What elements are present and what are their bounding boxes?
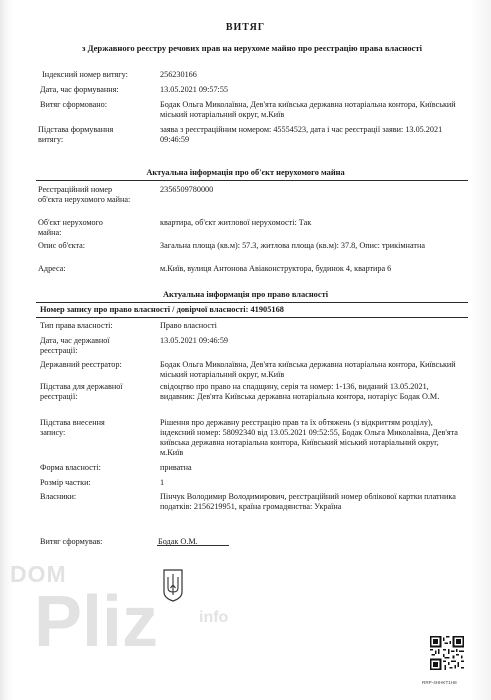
ownership-value: свідоцтво про право на спадщину, серія та номер: 1-136, виданий 13.05.2021, видавник: Дев'ята Київська державна нотаріальна контора, нотаріус Бодак О.М. <box>160 382 440 401</box>
qr-code-icon <box>430 636 464 670</box>
watermark-text: Pliz <box>34 582 159 662</box>
ownership-value: Право власності <box>160 321 217 330</box>
header-label: Дата, час формування: <box>40 85 119 94</box>
header-value: заява з реєстраційним номером: 45554523, дата і час реєстрації заяви: 13.05.2021 09:46:59 <box>160 125 443 144</box>
object-value: Загальна площа (кв.м): 57.3, житлова площа (кв.м): 37.8, Опис: трикімнатна <box>160 241 425 250</box>
section-divider <box>36 317 468 318</box>
header-label: Підстава формування витягу: <box>38 125 114 144</box>
document-subtitle: з Державного реєстру речових прав на нерухоме майно про реєстрацію права власності <box>82 43 422 53</box>
ownership-value: 1 <box>160 478 165 487</box>
header-value: Бодак Ольга Миколаївна, Дев'ята київська державна нотаріальна контора, Київський міський нотаріальний округ, м.Київ <box>160 100 456 119</box>
header-value: 13.05.2021 09:57:55 <box>160 85 229 94</box>
signature-value: Бодак О.М. <box>158 537 198 546</box>
ownership-label: Форма власності: <box>40 463 101 472</box>
object-label: Опис об'єкта: <box>38 241 86 250</box>
object-section-heading: Актуальна інформація про об'єкт нерухомого майна <box>146 168 345 177</box>
signature-label: Витяг сформував: <box>40 537 103 546</box>
section-divider <box>36 302 468 303</box>
object-value: 2356509780000 <box>160 185 214 194</box>
header-label: Витяг сформовано: <box>40 100 108 109</box>
ownership-value: приватна <box>160 463 192 472</box>
object-value: квартира, об'єкт житлової нерухомості: Так <box>160 218 312 227</box>
ownership-value: 13.05.2021 09:46:59 <box>160 336 229 345</box>
ukraine-trident-emblem-icon <box>162 568 184 602</box>
object-label: Об'єкт нерухомого майна: <box>38 218 103 237</box>
watermark-text: info <box>199 609 229 626</box>
ownership-value: Пінчук Володимир Володимирович, реєстраційний номер облікової картки платника податків: 2156219951, країна громадянства: Україна <box>160 492 456 511</box>
signature-line <box>157 545 229 546</box>
ownership-label: Підстава внесення запису: <box>40 418 105 437</box>
object-label: Адреса: <box>38 264 66 273</box>
ownership-value: Бодак Ольга Миколаївна, Дев'ята київська державна нотаріальна контора, Київський міський нотаріальний округ, м.Київ <box>160 360 456 379</box>
ownership-label: Тип права власності: <box>40 321 113 330</box>
header-value: 256230166 <box>160 70 197 79</box>
object-value: м.Київ, вулиця Антонова Авіаконструктора, будинок 4, квартира 6 <box>160 264 392 273</box>
watermark-text: DOM <box>10 561 67 587</box>
ownership-label: Державний реєстратор: <box>40 360 122 369</box>
object-label: Реєстраційний номер об'єкта нерухомого майна: <box>38 185 131 204</box>
document-title: ВИТЯГ <box>225 22 266 33</box>
record-number: Номер запису про право власності / довірчої власності: 41905168 <box>40 305 284 314</box>
ownership-label: Підстава для державної реєстрації: <box>40 382 123 401</box>
ownership-label: Розмір частки: <box>40 478 91 487</box>
ownership-label: Дата, час державної реєстрації: <box>40 336 110 355</box>
qr-caption: RRP-4HHKT1H8 <box>422 680 457 685</box>
header-label: Індексний номер витягу: <box>42 70 128 79</box>
ownership-section-heading: Актуальна інформація про право власності <box>162 290 329 299</box>
section-divider <box>36 180 468 181</box>
ownership-value: Рішення про державну реєстрацію прав та їх обтяжень (з відкриттям розділу), індексний номер: 58092340 від 13.05.2021 09:52:55, Бодак Ольга Миколаївна, Дев'ята київська державна нотаріальна контора, Київський міський нотаріальний округ, м.Київ <box>160 418 458 457</box>
ownership-label: Власники: <box>40 492 77 501</box>
